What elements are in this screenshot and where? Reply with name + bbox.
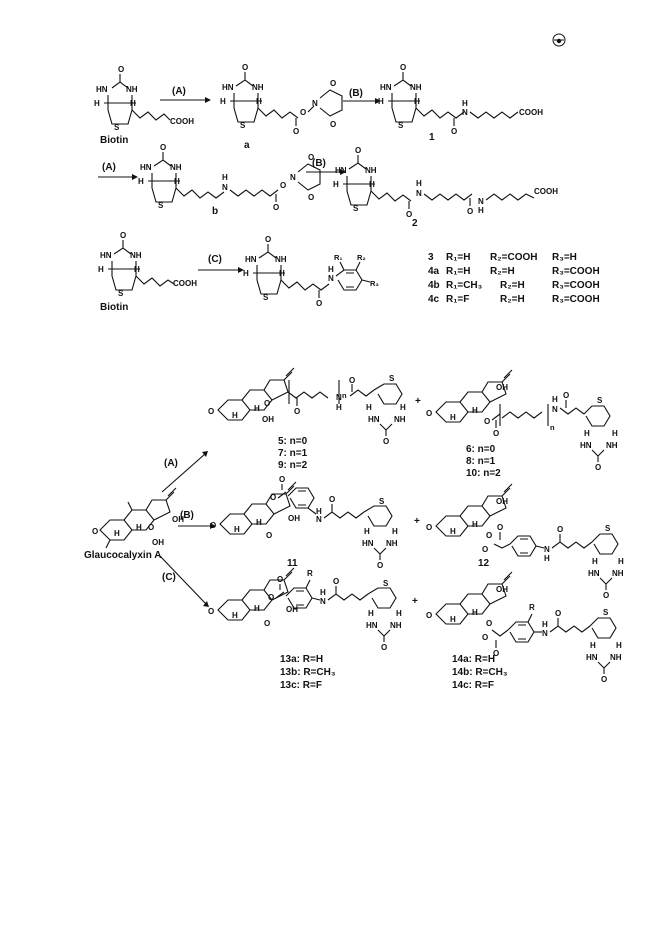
atom-label: H: [232, 411, 238, 420]
compound-a-structure: [220, 63, 342, 136]
circle-dot-icon: [553, 34, 565, 46]
atom-label: S: [353, 204, 359, 213]
atom-label: O: [268, 593, 275, 602]
atom-label: O: [208, 407, 215, 416]
compound-label: 7: n=1: [278, 448, 308, 459]
atom-label: N: [336, 393, 342, 402]
atom-label: H: [130, 99, 136, 108]
table-r3: R₃=H: [552, 252, 577, 263]
reagent-a-label: (A): [102, 162, 116, 173]
compound-b-structure: [138, 143, 320, 212]
atom-label: O: [381, 643, 388, 652]
atom-label: H: [256, 518, 262, 527]
atom-label: NH: [612, 569, 624, 578]
atom-label: H: [134, 265, 140, 274]
atom-label: O: [329, 495, 336, 504]
atom-label: N: [222, 183, 228, 192]
atom-label: O: [160, 143, 167, 152]
atom-label: S: [389, 374, 395, 383]
table-compound-id: 4c: [428, 294, 440, 305]
ring-label-r1: R₁: [334, 253, 343, 262]
atom-label: N: [312, 99, 318, 108]
atom-label: S: [158, 201, 164, 210]
atom-label: OH: [496, 383, 508, 392]
compound-a-label: a: [244, 140, 250, 151]
atom-label: H: [254, 604, 260, 613]
atom-label: OH: [172, 515, 184, 524]
atom-label: O: [400, 63, 407, 72]
atom-label: O: [557, 525, 564, 534]
atom-label: H: [392, 527, 398, 536]
table-compound-id: 3: [428, 252, 434, 263]
atom-label: NH: [130, 251, 142, 260]
atom-label: O: [148, 523, 155, 532]
atom-label: NH: [390, 621, 402, 630]
table-r2: R₂=COOH: [490, 252, 538, 263]
atom-label: O: [294, 407, 301, 416]
atom-label: O: [493, 649, 500, 658]
atom-label: O: [486, 531, 493, 540]
atom-label: H: [414, 97, 420, 106]
atom-label: H: [364, 527, 370, 536]
reagent-c-label: (C): [162, 572, 176, 583]
compound-12-structure: [426, 484, 624, 600]
atom-label: O: [264, 399, 271, 408]
r-group-table: [428, 252, 600, 305]
atom-label: O: [603, 591, 610, 600]
atom-label: HN: [140, 163, 152, 172]
atom-label: N: [290, 173, 296, 182]
compound-label: 13a: R=H: [280, 654, 324, 665]
atom-label: S: [597, 396, 603, 405]
atom-label: HN: [580, 441, 592, 450]
atom-label: O: [377, 561, 384, 570]
atom-label: H: [136, 523, 142, 532]
atom-label: NH: [610, 653, 622, 662]
atom-label: HN: [222, 83, 234, 92]
table-compound-id: 4a: [428, 266, 440, 277]
cooh-label: COOH: [170, 117, 194, 126]
compound-13-structure: [208, 568, 402, 652]
compound-label: 6: n=0: [466, 444, 496, 455]
compound-label: 13b: R=CH₃: [280, 667, 336, 678]
atom-label: O: [92, 527, 99, 536]
atom-label: O: [349, 376, 356, 385]
atom-label: H: [368, 609, 374, 618]
atom-label: N: [320, 597, 326, 606]
atom-label: H: [222, 173, 228, 182]
atom-label: O: [595, 463, 602, 472]
atom-label: N: [462, 108, 468, 117]
subscript-n: n: [550, 423, 555, 432]
atom-label: H: [396, 609, 402, 618]
plus-sign: +: [415, 396, 421, 407]
atom-label: O: [264, 619, 271, 628]
atom-label: H: [450, 527, 456, 536]
atom-label: O: [279, 475, 286, 484]
atom-label: NH: [394, 415, 406, 424]
reaction-arrow-a: [160, 97, 211, 103]
atom-label: OH: [288, 514, 300, 523]
cooh-label: COOH: [173, 279, 197, 288]
atom-label: HN: [368, 415, 380, 424]
atom-label: H: [612, 429, 618, 438]
atom-label: OH: [496, 497, 508, 506]
reagent-a-label: (A): [164, 458, 178, 469]
atom-label: S: [603, 608, 609, 617]
atom-label: N: [328, 274, 334, 283]
atom-label: N: [544, 545, 550, 554]
atom-label: O: [451, 127, 458, 136]
atom-label: HN: [366, 621, 378, 630]
atom-label: H: [254, 404, 260, 413]
biotin-label: Biotin: [100, 302, 129, 313]
table-compound-id: 4b: [428, 280, 440, 291]
atom-label: OH: [152, 538, 164, 547]
atom-label: HN: [100, 251, 112, 260]
compound-2-structure: [333, 146, 558, 219]
atom-label: O: [406, 210, 413, 219]
atom-label: O: [467, 207, 474, 216]
atom-label: H: [256, 97, 262, 106]
table-r1: R₁=CH₃: [446, 280, 483, 291]
ring-label-r2: R₂: [357, 253, 366, 262]
atom-label: S: [383, 579, 389, 588]
atom-label: H: [544, 554, 550, 563]
atom-label: H: [416, 179, 422, 188]
atom-label: OH: [496, 585, 508, 594]
compound-label: 14a: R=H: [452, 654, 496, 665]
compound-label: 10: n=2: [466, 468, 501, 479]
atom-label: H: [336, 403, 342, 412]
atom-label: H: [328, 265, 334, 274]
atom-label: O: [426, 523, 433, 532]
atom-label: O: [210, 521, 217, 530]
compound-label: 14c: R=F: [452, 680, 494, 691]
atom-label: O: [555, 609, 562, 618]
atom-label: H: [94, 99, 100, 108]
atom-label: H: [138, 177, 144, 186]
atom-label: H: [333, 180, 339, 189]
atom-label: N: [478, 197, 484, 206]
cooh-label: COOH: [519, 108, 543, 117]
biotin-label: Biotin: [100, 135, 129, 146]
compound-1-structure: [378, 63, 543, 136]
atom-label: S: [263, 293, 269, 302]
table-r3: R₃=COOH: [552, 280, 600, 291]
compound-2-label: 2: [412, 218, 418, 229]
atom-label: H: [472, 520, 478, 529]
atom-label: O: [300, 108, 307, 117]
atom-label: H: [472, 406, 478, 415]
atom-label: R: [307, 569, 313, 578]
atom-label: H: [400, 403, 406, 412]
atom-label: S: [114, 123, 120, 132]
atom-label: O: [208, 607, 215, 616]
atom-label: O: [426, 409, 433, 418]
reaction-arrow-c: [198, 267, 244, 273]
compound-1-label: 1: [429, 132, 435, 143]
atom-label: S: [240, 121, 246, 130]
atom-label: H: [592, 557, 598, 566]
atom-label: H: [478, 206, 484, 215]
atom-label: S: [118, 289, 124, 298]
compound-label: 9: n=2: [278, 460, 308, 471]
atom-label: OH: [286, 605, 298, 614]
atom-label: O: [601, 675, 608, 684]
atom-label: NH: [275, 255, 287, 264]
atom-label: O: [242, 63, 249, 72]
compound-11-structure: [210, 475, 398, 570]
compound-5-7-9-structure: [208, 368, 406, 446]
atom-label: NH: [606, 441, 618, 450]
atom-label: HN: [335, 166, 347, 175]
compound-label: 5: n=0: [278, 436, 308, 447]
atom-label: H: [369, 180, 375, 189]
atom-label: O: [355, 146, 362, 155]
atom-label: N: [316, 515, 322, 524]
atom-label: O: [563, 391, 570, 400]
table-r3: R₃=COOH: [552, 266, 600, 277]
atom-label: NH: [386, 539, 398, 548]
plus-sign: +: [412, 596, 418, 607]
subscript-n: n: [342, 391, 347, 400]
table-r2: R₂=H: [490, 266, 515, 277]
atom-label: O: [280, 181, 287, 190]
atom-label: H: [450, 615, 456, 624]
compound-6-8-10-structure: [426, 370, 618, 472]
atom-label: H: [584, 429, 590, 438]
table-r1: R₁=F: [446, 294, 470, 305]
reagent-b-label: (B): [312, 158, 326, 169]
compound-label: 14b: R=CH₃: [452, 667, 508, 678]
compound-11-label: 11: [287, 558, 298, 569]
compound-label: 13c: R=F: [280, 680, 322, 691]
atom-label: O: [316, 299, 323, 308]
atom-label: NH: [252, 83, 264, 92]
atom-label: O: [333, 577, 340, 586]
reagent-c-label: (C): [208, 254, 222, 265]
atom-label: O: [273, 203, 280, 212]
atom-label: N: [542, 629, 548, 638]
atom-label: H: [220, 97, 226, 106]
atom-label: H: [618, 557, 624, 566]
atom-label: HN: [380, 83, 392, 92]
atom-label: HN: [586, 653, 598, 662]
cooh-label: COOH: [534, 187, 558, 196]
atom-label: H: [366, 403, 372, 412]
atom-label: H: [378, 97, 384, 106]
atom-label: O: [308, 153, 315, 162]
atom-label: HN: [96, 85, 108, 94]
atom-label: NH: [365, 166, 377, 175]
atom-label: O: [270, 493, 277, 502]
atom-label: O: [482, 545, 489, 554]
atom-label: H: [174, 177, 180, 186]
atom-label: S: [398, 121, 404, 130]
atom-label: H: [232, 611, 238, 620]
plus-sign: +: [414, 516, 420, 527]
table-r1: R₁=H: [446, 266, 471, 277]
atom-label: H: [450, 413, 456, 422]
reagent-b-label: (B): [349, 88, 363, 99]
atom-label: H: [590, 641, 596, 650]
atom-label: R: [529, 603, 535, 612]
atom-label: O: [486, 619, 493, 628]
atom-label: HN: [362, 539, 374, 548]
atom-label: OH: [262, 415, 274, 424]
compound-3-4-structure: [243, 235, 379, 308]
atom-label: H: [279, 269, 285, 278]
atom-label: NH: [170, 163, 182, 172]
table-r2: R₂=H: [500, 280, 525, 291]
atom-label: H: [316, 507, 322, 516]
atom-label: H: [462, 99, 468, 108]
atom-label: O: [383, 437, 390, 446]
atom-label: NH: [126, 85, 138, 94]
biotin-structure-2: [98, 231, 197, 298]
reagent-b-label: (B): [180, 510, 194, 521]
atom-label: HN: [588, 569, 600, 578]
compound-b-label: b: [212, 206, 219, 217]
atom-label: O: [120, 231, 127, 240]
atom-label: S: [379, 497, 385, 506]
atom-label: H: [320, 588, 326, 597]
atom-label: H: [616, 641, 622, 650]
biotin-structure-1: [94, 65, 194, 132]
atom-label: O: [497, 523, 504, 532]
atom-label: N: [416, 189, 422, 198]
atom-label: HN: [245, 255, 257, 264]
atom-label: O: [293, 127, 300, 136]
glaucocalyxin-a-structure: [92, 488, 184, 548]
atom-label: O: [482, 633, 489, 642]
glaucocalyxin-a-label: Glaucocalyxin A: [84, 550, 162, 561]
atom-label: H: [472, 608, 478, 617]
atom-label: N: [552, 405, 558, 414]
compound-label: 8: n=1: [466, 456, 496, 467]
atom-label: O: [118, 65, 125, 74]
reaction-arrow-a: [98, 174, 138, 180]
table-r3: R₃=COOH: [552, 294, 600, 305]
atom-label: H: [234, 525, 240, 534]
table-r2: R₂=H: [500, 294, 525, 305]
atom-label: O: [426, 611, 433, 620]
atom-label: H: [552, 395, 558, 404]
atom-label: O: [265, 235, 272, 244]
atom-label: O: [330, 79, 337, 88]
atom-label: O: [277, 575, 284, 584]
atom-label: O: [330, 120, 337, 129]
atom-label: NH: [410, 83, 422, 92]
ring-label-r3: R₃: [370, 279, 379, 288]
atom-label: H: [542, 620, 548, 629]
reagent-a-label: (A): [172, 86, 186, 97]
atom-label: O: [266, 531, 273, 540]
atom-label: H: [98, 265, 104, 274]
atom-label: H: [243, 269, 249, 278]
atom-label: O: [484, 417, 491, 426]
atom-label: O: [493, 429, 500, 438]
compound-12-label: 12: [478, 558, 490, 569]
atom-label: H: [114, 529, 120, 538]
atom-label: S: [605, 524, 611, 533]
atom-label: O: [308, 193, 315, 202]
table-r1: R₁=H: [446, 252, 471, 263]
